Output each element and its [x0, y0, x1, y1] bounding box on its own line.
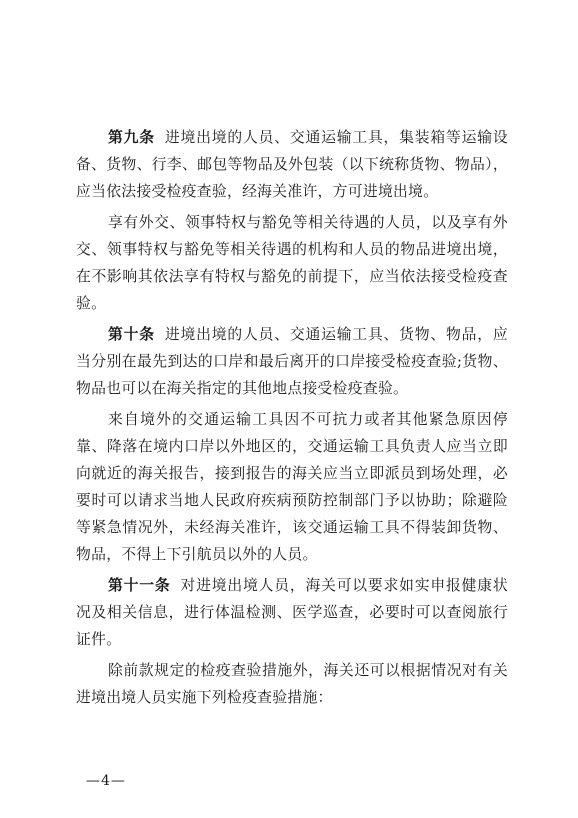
article-9-text-2: 享有外交、领事特权与豁免等相关待遇的人员，以及享有外交、领事特权与豁免等相关待遇的机构和人员的物品进境出境，在不影响其依法享有特权与豁免的前提下，应当依法接受检疫查验。: [76, 214, 508, 312]
article-11-number: 第十一条: [108, 577, 171, 594]
article-11-text-2: 除前款规定的检疫查验措施外，海关还可以根据情况对有关进境出境人员实施下列检疫查验措施：: [76, 662, 508, 706]
article-9-number: 第九条: [108, 129, 155, 146]
article-11-paragraph-1: [76, 572, 508, 653]
article-9-paragraph-1: [76, 124, 508, 205]
article-10-text-2: 来自境外的交通运输工具因不可抗力或者其他紧急原因停靠、降落在境内口岸以外地区的，交通运输工具负责人应当立即向就近的海关报告，接到报告的海关应当立即派员到场处理，必要时可以请求当地人民政府疾病预防控制部门予以协助；除避险等紧急情况外，未经海关准许，该交通运输工具不得装卸货物、物品，不得上下引航员以外的人员。: [76, 411, 508, 563]
document-page: [76, 124, 508, 715]
page-number: —4—: [86, 773, 126, 789]
article-9-text-1: 进境出境的人员、交通运输工具，集装箱等运输设备、货物、行李、邮包等物品及外包装（以下统称货物、物品），应当依法接受检疫查验，经海关准许，方可进境出境。: [76, 129, 509, 200]
article-10-number: 第十条: [108, 326, 155, 343]
article-11-paragraph-2: [76, 657, 508, 711]
article-10-paragraph-1: [76, 321, 508, 402]
article-10-text-1: 进境出境的人员、交通运输工具、货物、物品，应当分别在最先到达的口岸和最后离开的口岸接受检疫查验;货物、物品也可以在海关指定的其他地点接受检疫查验。: [76, 326, 509, 397]
article-9-paragraph-2: [76, 209, 508, 317]
article-11-text-1: 对进境出境人员，海关可以要求如实申报健康状况及相关信息，进行体温检测、医学巡查，必要时可以查阅旅行证件。: [76, 577, 508, 648]
article-10-paragraph-2: [76, 406, 508, 568]
